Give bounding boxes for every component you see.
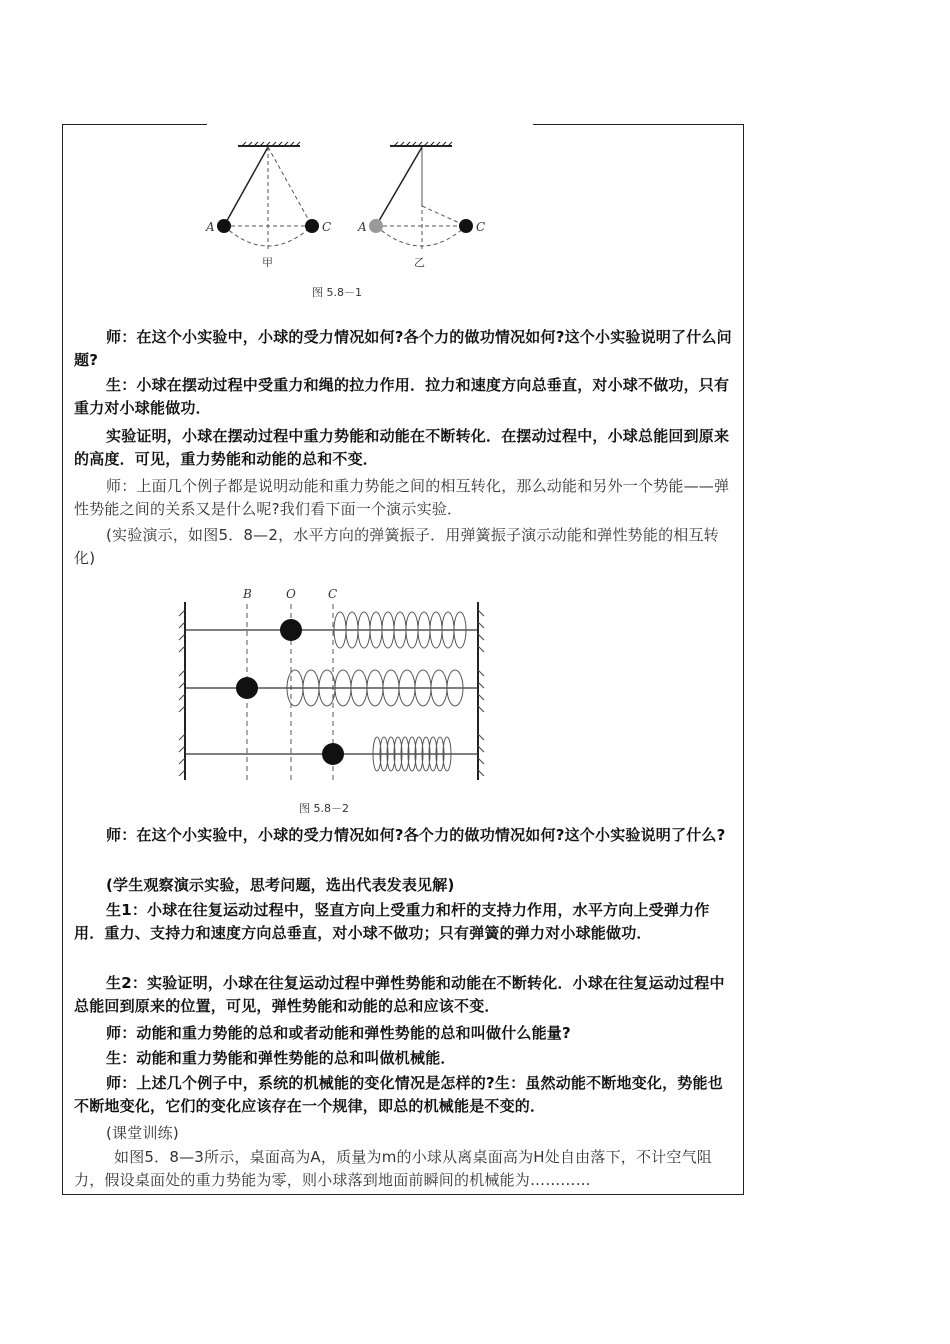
teacher-question-2: 师：在这个小实验中，小球的受力情况如何?各个力的做功情况如何?这个小实验说明了什么? (106, 826, 726, 844)
pendulum-yi (357, 142, 485, 269)
pendulum-figure (200, 138, 490, 306)
figure2-caption: 图 5.8－2 (299, 802, 349, 815)
student-answer-1: 生：小球在摆动过程中受重力和绳的拉力作用．拉力和速度方向总垂直，对小球不做功，只有重力对小球能做功． (74, 376, 730, 417)
label-jia: 甲 (262, 256, 273, 269)
label-b: B (243, 587, 252, 601)
student-observation-note: (学生观察演示实验，思考问题，选出代表发表见解) (106, 876, 455, 894)
label-o: O (286, 587, 296, 601)
label-yi: 乙 (414, 256, 425, 269)
teacher-question-3: 师：动能和重力势能的总和或者动能和弹性势能的总和叫做什么能量? (106, 1024, 571, 1042)
student-2-answer: 生2：实验证明，小球在往复运动过程中弹性势能和动能在不断转化．小球在往复运动过程中总能回到原来的位置，可见，弹性势能和动能的总和应该不变． (74, 974, 725, 1015)
ball-a-gray (369, 219, 383, 233)
ball-row3 (322, 743, 344, 765)
ball-row2 (236, 677, 258, 699)
ball-row1 (280, 619, 302, 641)
label-c2: C (476, 220, 486, 234)
ball-c2 (459, 219, 473, 233)
experiment-conclusion-1: 实验证明，小球在摆动过程中重力势能和动能在不断转化．在摆动过程中，小球总能回到原来的高度．可见，重力势能和动能的总和不变． (74, 427, 730, 468)
spring-oscillator-figure (175, 582, 495, 818)
label-a2: A (358, 220, 367, 234)
demo-description: (实验演示，如图5．8—2，水平方向的弹簧振子．用弹簧振子演示动能和弹性势能的相互转化) (74, 526, 719, 567)
label-c: C (328, 587, 338, 601)
ball-a (217, 219, 231, 233)
exercise-problem: 如图5．8—3所示，桌面高为A，质量为m的小球从离桌面高为H处自由落下，不计空气阻力，假设桌面处的重力势能为零，则小球落到地面前瞬间的机械能为………… (74, 1148, 712, 1189)
ball-c (305, 219, 319, 233)
label-a1: A (206, 220, 215, 234)
pendulum-jia (205, 142, 331, 269)
student-1-answer: 生1：小球在往复运动过程中，竖直方向上受重力和杆的支持力作用，水平方向上受弹力作用．重力、支持力和速度方向总垂直，对小球不做功；只有弹簧的弹力对小球能做功． (74, 901, 710, 942)
teacher-transition: 师：上面几个例子都是说明动能和重力势能之间的相互转化，那么动能和另外一个势能——弹性势能之间的关系又是什么呢?我们看下面一个演示实验． (74, 477, 730, 518)
label-c1: C (322, 220, 332, 234)
teacher-question-1: 师：在这个小实验中，小球的受力情况如何?各个力的做功情况如何?这个小实验说明了什么问题? (74, 328, 732, 369)
classroom-exercise-heading: (课堂训练) (106, 1124, 179, 1142)
figure1-caption: 图 5.8－1 (312, 286, 362, 299)
student-answer-3: 生：动能和重力势能和弹性势能的总和叫做机械能． (106, 1049, 456, 1067)
teacher-summary: 师：上述几个例子中，系统的机械能的变化情况是怎样的?生：虽然动能不断地变化，势能也不断地变化，它们的变化应该存在一个规律，即总的机械能是不变的． (74, 1074, 723, 1115)
